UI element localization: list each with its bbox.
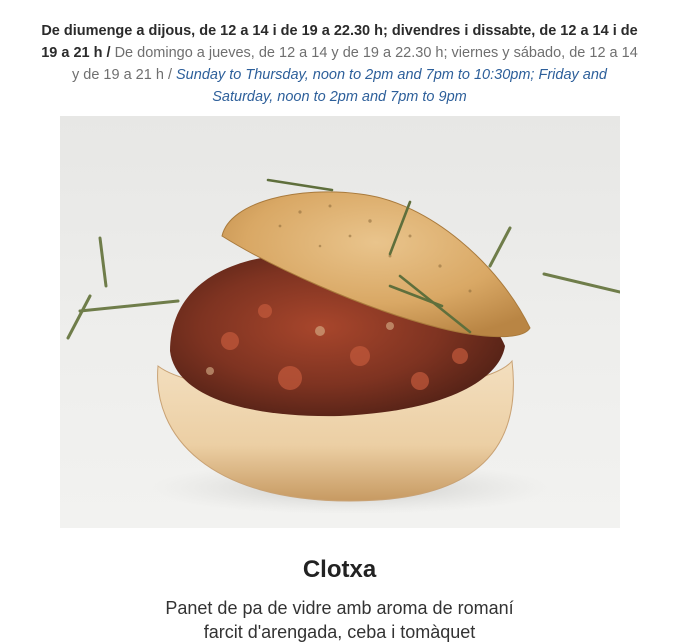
hours-separator-1: / <box>102 45 115 61</box>
hours-spanish: De domingo a jueves, de 12 a 14 y de 19 a 22.30 h; viernes y sábado, de 12 a 14 y de 19 a 21 h <box>72 45 638 83</box>
dish-name: Clotxa <box>302 556 377 583</box>
opening-hours <box>40 20 639 108</box>
hours-english: Sunday to Thursday, noon to 2pm and 7pm to 10:30pm; Friday and Saturday, noon to 2pm and 7pm to 9pm <box>176 67 607 105</box>
dish-description <box>40 596 639 644</box>
dish-description-line-2: farcit d'arengada, ceba i tomàquet <box>203 622 476 642</box>
hours-separator-2: / <box>163 67 177 83</box>
dish-photo <box>60 116 620 528</box>
hours-catalan: De diumenge a dijous, de 12 a 14 i de 19 a 22.30 h; divendres i dissabte, de 12 a 14 i de 19 a 21 h <box>41 23 638 61</box>
sandwich-illustration <box>60 116 620 528</box>
dish-description-line-1: Panet de pa de vidre amb aroma de romaní <box>165 598 514 618</box>
